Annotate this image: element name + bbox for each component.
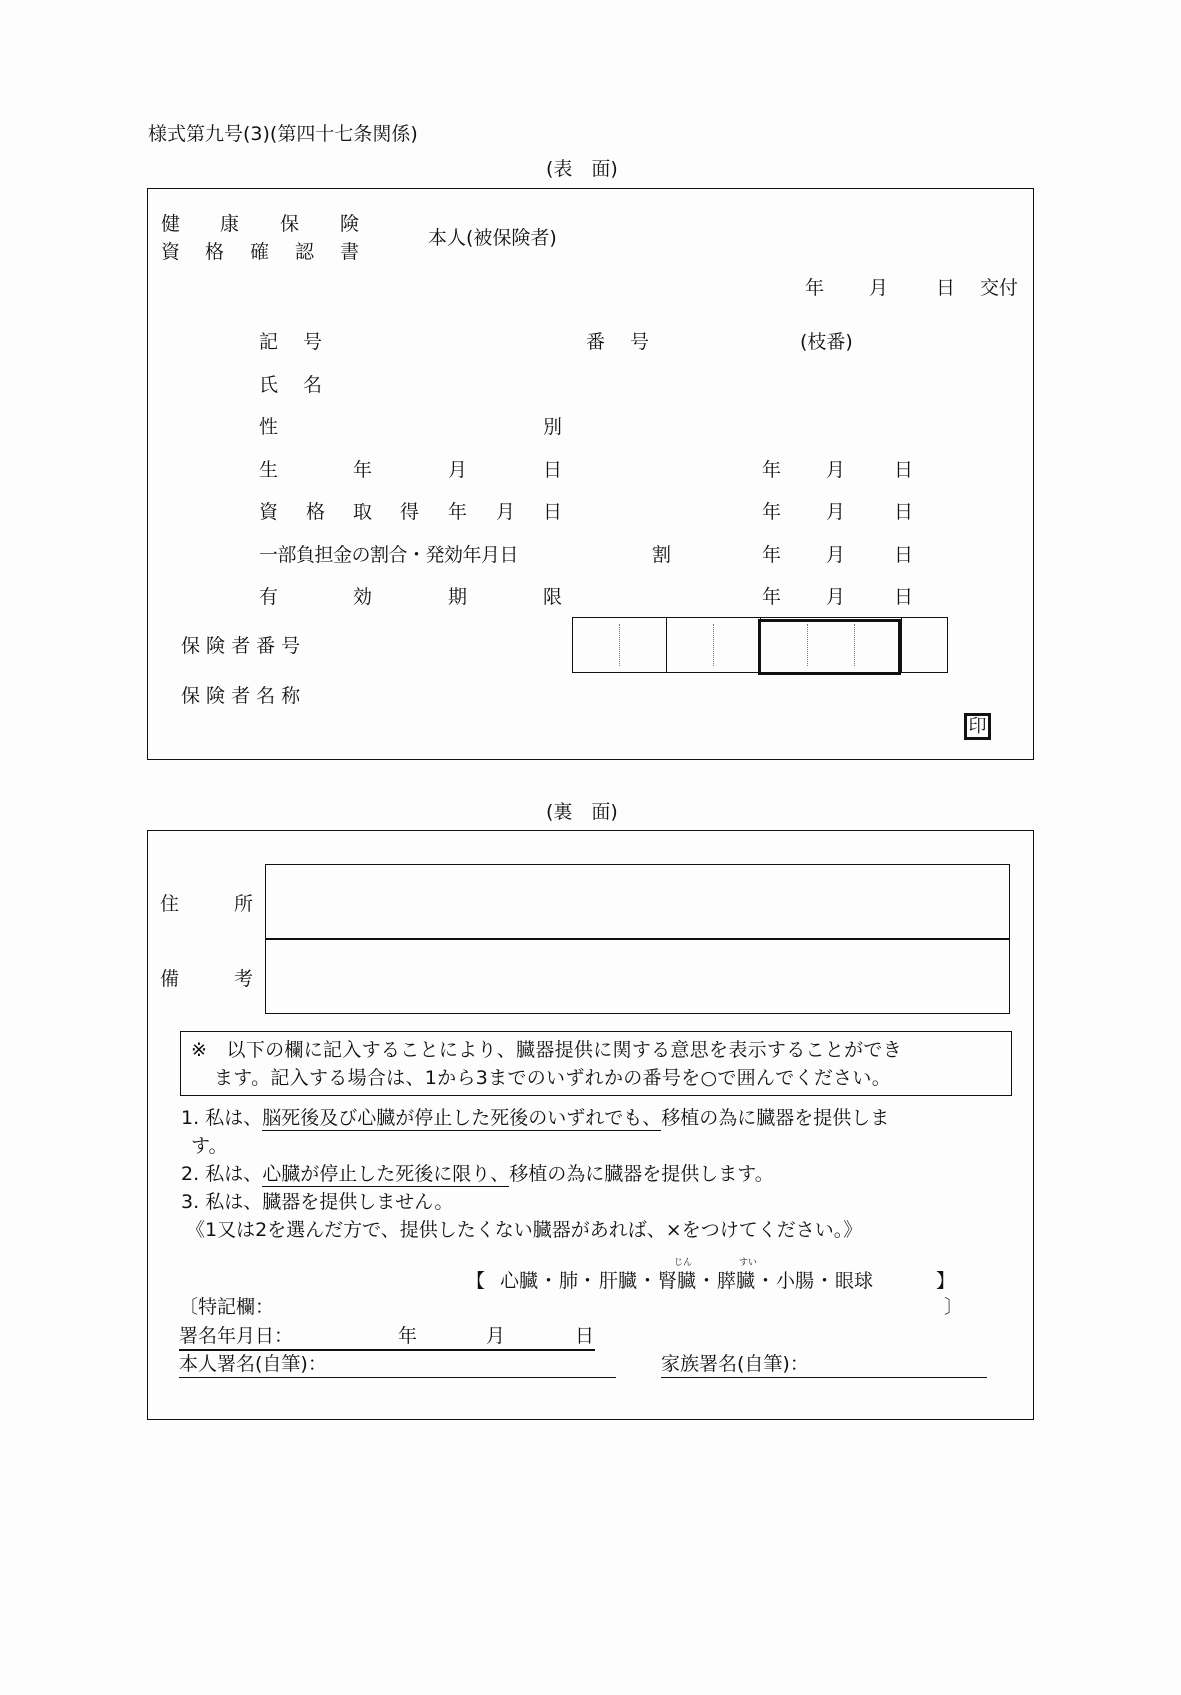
seal-icon: 印 bbox=[964, 713, 991, 740]
ruby-pancreas: すい bbox=[739, 1258, 758, 1268]
option-prefix: 私は、 bbox=[205, 1191, 263, 1213]
option-1-wrap: す。 bbox=[191, 1135, 228, 1157]
expiry-label: 有 bbox=[259, 586, 279, 608]
qualification-label: 月 bbox=[496, 501, 516, 523]
qualification-label: 年 bbox=[448, 501, 468, 523]
insurer-number-label: 保 険 者 番 号 bbox=[181, 635, 301, 657]
organ-heart[interactable]: 心臓 bbox=[500, 1270, 539, 1292]
option-prefix: 私は、 bbox=[205, 1163, 263, 1185]
title-char: 康 bbox=[220, 213, 240, 235]
organ-pancreas[interactable]: 膵臓 bbox=[717, 1270, 756, 1292]
birth-label: 年 bbox=[353, 459, 373, 481]
notice-box bbox=[180, 1031, 1012, 1096]
insurer-name-label: 保 険 者 名 称 bbox=[181, 685, 301, 707]
holder-type: 本人(被保険者) bbox=[428, 227, 557, 249]
back-side-label: (裏 面) bbox=[546, 801, 618, 823]
qualification-label: 格 bbox=[306, 501, 326, 523]
issue-day: 日 bbox=[936, 277, 956, 299]
symbol-label: 記 bbox=[259, 331, 279, 353]
signature-date-label: 署名年月日： bbox=[179, 1325, 294, 1347]
issue-year: 年 bbox=[805, 277, 825, 299]
organ-kidney[interactable]: 腎臓 bbox=[658, 1270, 697, 1292]
title-char: 認 bbox=[295, 241, 315, 263]
expiry-month: 月 bbox=[826, 586, 846, 608]
option-underlined: 脳死後及び心臓が停止した死後のいずれでも、 bbox=[262, 1107, 662, 1129]
option-suffix: 移植の為に臓器を提供しま bbox=[661, 1107, 890, 1129]
qualification-label: 日 bbox=[543, 501, 563, 523]
remarks-field[interactable] bbox=[265, 938, 1010, 1014]
address-field[interactable] bbox=[265, 864, 1010, 940]
organ-sep: ・ bbox=[756, 1270, 776, 1292]
qualification-month: 月 bbox=[826, 501, 846, 523]
special-notes-close: 〕 bbox=[944, 1296, 964, 1318]
organ-eye[interactable]: 眼球 bbox=[835, 1270, 874, 1292]
number-label: 番 bbox=[586, 331, 606, 353]
notice-line-1: ※ 以下の欄に記入することにより、臓器提供に関する意思を表示することができ bbox=[191, 1039, 903, 1061]
front-side-label: (表 面) bbox=[546, 158, 618, 180]
title-char: 健 bbox=[161, 213, 181, 235]
notice-line-2: ます。記入する場合は、1から3までのいずれかの番号を○で囲んでください。 bbox=[214, 1067, 892, 1089]
expiry-label: 期 bbox=[448, 586, 468, 608]
organ-sep: ・ bbox=[638, 1270, 658, 1292]
title-char: 資 bbox=[161, 241, 181, 263]
title-char: 確 bbox=[250, 241, 270, 263]
option-2[interactable] bbox=[181, 1165, 774, 1184]
branch-number-label: (枝番) bbox=[800, 331, 853, 353]
insurer-number-highlight bbox=[758, 619, 901, 675]
qualification-day: 日 bbox=[894, 501, 914, 523]
remarks-label: 考 bbox=[234, 968, 254, 990]
birth-day: 日 bbox=[894, 459, 914, 481]
qualification-label: 得 bbox=[400, 501, 420, 523]
ruby-kidney: じん bbox=[674, 1258, 693, 1268]
copay-year: 年 bbox=[762, 544, 782, 566]
back-card-panel bbox=[147, 830, 1034, 1420]
name-label: 氏 bbox=[259, 374, 279, 396]
sex-label: 性 bbox=[259, 416, 279, 438]
birth-label: 月 bbox=[448, 459, 468, 481]
birth-year: 年 bbox=[762, 459, 782, 481]
front-card-panel bbox=[147, 188, 1034, 760]
organ-sep: ・ bbox=[578, 1270, 598, 1292]
name-label: 名 bbox=[303, 374, 323, 396]
option-number: 1. bbox=[181, 1107, 200, 1129]
option-number: 3. bbox=[181, 1191, 200, 1213]
copay-month: 月 bbox=[826, 544, 846, 566]
organ-close-bracket: 】 bbox=[936, 1270, 956, 1292]
form-title: 様式第九号(3)(第四十七条関係) bbox=[148, 123, 418, 145]
organ-small-intestine[interactable]: 小腸 bbox=[776, 1270, 815, 1292]
title-char: 保 bbox=[280, 213, 300, 235]
title-char: 険 bbox=[340, 213, 360, 235]
option-3[interactable] bbox=[181, 1193, 453, 1212]
issue-suffix: 交付 bbox=[980, 277, 1019, 299]
expiry-year: 年 bbox=[762, 586, 782, 608]
sex-label: 別 bbox=[543, 416, 563, 438]
organ-sep: ・ bbox=[697, 1270, 717, 1292]
organ-lung[interactable]: 肺 bbox=[559, 1270, 579, 1292]
title-char: 書 bbox=[340, 241, 360, 263]
birth-label: 日 bbox=[543, 459, 563, 481]
option-number: 2. bbox=[181, 1163, 200, 1185]
signature-day: 日 bbox=[575, 1325, 595, 1347]
option-suffix: 移植の為に臓器を提供します。 bbox=[509, 1163, 774, 1185]
option-underlined: 心臓が停止した死後に限り、 bbox=[262, 1163, 510, 1185]
special-notes-label: 〔特記欄： bbox=[179, 1296, 275, 1318]
title-char: 格 bbox=[205, 241, 225, 263]
signature-month: 月 bbox=[486, 1325, 506, 1347]
family-signature-line[interactable] bbox=[661, 1377, 987, 1378]
birth-month: 月 bbox=[826, 459, 846, 481]
self-signature-line[interactable] bbox=[179, 1377, 616, 1378]
remarks-label: 備 bbox=[160, 968, 180, 990]
address-label: 住 bbox=[160, 893, 180, 915]
option-suffix: 臓器を提供しません。 bbox=[262, 1191, 454, 1213]
signature-year: 年 bbox=[398, 1325, 418, 1347]
symbol-label: 号 bbox=[303, 331, 323, 353]
qualification-label: 資 bbox=[259, 501, 279, 523]
qualification-year: 年 bbox=[762, 501, 782, 523]
issue-month: 月 bbox=[869, 277, 889, 299]
self-signature-label: 本人署名(自筆)： bbox=[179, 1353, 327, 1375]
signature-date-line[interactable] bbox=[179, 1349, 595, 1351]
organ-sep: ・ bbox=[539, 1270, 559, 1292]
copay-ratio-unit: 割 bbox=[652, 544, 672, 566]
expiry-label: 効 bbox=[353, 586, 373, 608]
organ-liver[interactable]: 肝臓 bbox=[599, 1270, 638, 1292]
family-signature-label: 家族署名(自筆)： bbox=[661, 1353, 809, 1375]
copay-day: 日 bbox=[894, 544, 914, 566]
organ-open-bracket: 【 bbox=[466, 1270, 486, 1292]
organ-note: 《1又は2を選んだ方で、提供したくない臓器があれば、×をつけてください。》 bbox=[186, 1219, 863, 1241]
address-label: 所 bbox=[234, 893, 254, 915]
organ-sep: ・ bbox=[815, 1270, 835, 1292]
option-prefix: 私は、 bbox=[205, 1107, 263, 1129]
qualification-label: 取 bbox=[353, 501, 373, 523]
birth-label: 生 bbox=[259, 459, 279, 481]
expiry-label: 限 bbox=[543, 586, 563, 608]
expiry-day: 日 bbox=[894, 586, 914, 608]
copay-ratio-label: 一部負担金の割合・発効年月日 bbox=[259, 544, 519, 566]
option-1[interactable] bbox=[181, 1109, 889, 1128]
number-label: 号 bbox=[630, 331, 650, 353]
special-notes-field[interactable] bbox=[303, 1293, 883, 1319]
